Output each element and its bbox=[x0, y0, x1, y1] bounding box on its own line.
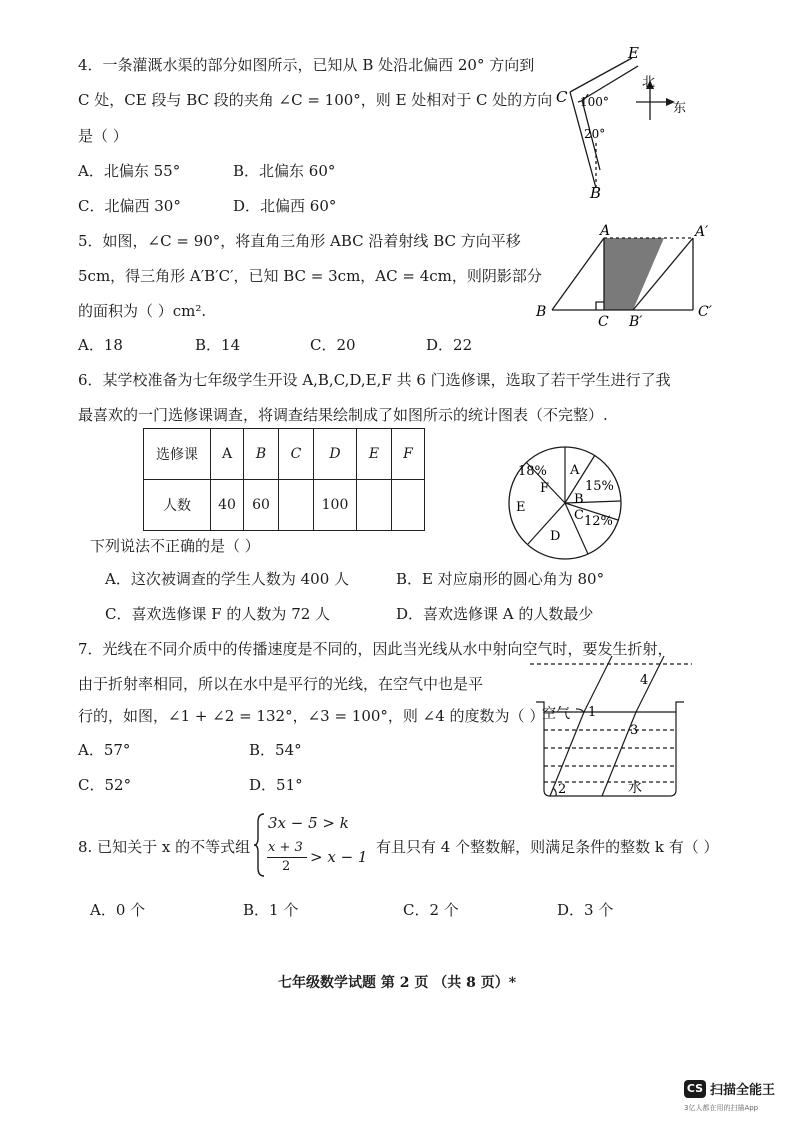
page-footer: 七年级数学试题 第 2 页 （共 8 页）* bbox=[277, 975, 517, 991]
camscanner-name: 扫描全能王 bbox=[710, 1083, 776, 1098]
q5-label-a-prime: A′ bbox=[695, 224, 709, 240]
q6-option-d: D．喜欢选修课 A 的人数最少 bbox=[396, 605, 594, 623]
q8-inequality-2-numerator: x + 3 bbox=[268, 840, 303, 855]
q5-label-b-prime: B′ bbox=[629, 314, 643, 330]
q5-label-c-prime: C′ bbox=[698, 304, 712, 320]
pie-f-percent: 18% bbox=[518, 464, 547, 479]
pie-e-label: E bbox=[516, 500, 526, 515]
q8-fraction-bar bbox=[267, 857, 307, 858]
q5-option-d: D．22 bbox=[426, 336, 473, 354]
q7-angle-3: 3 bbox=[630, 723, 639, 738]
q7-angle-4: 4 bbox=[640, 673, 649, 688]
q8-option-d: D．3 个 bbox=[557, 901, 614, 919]
pie-a-label: A bbox=[570, 463, 580, 478]
q6-line-1: 6．某学校准备为七年级学生开设 A,B,C,D,E,F 共 6 门选修课，选取了若干学生进行了我 bbox=[78, 371, 671, 389]
table-cell: 选修课 bbox=[144, 429, 211, 480]
q4-line-1: 4．一条灌溉水渠的部分如图所示，已知从 B 处沿北偏西 20° 方向到 bbox=[78, 56, 535, 74]
q5-label-c: C bbox=[598, 314, 609, 330]
q4-option-a: A．北偏东 55° bbox=[78, 162, 181, 180]
table-cell: E bbox=[357, 429, 392, 480]
q4-east-label: 东 bbox=[673, 101, 687, 116]
table-cell: 40 bbox=[211, 480, 244, 531]
q8-inequality-2-denominator: 2 bbox=[282, 859, 291, 874]
table-cell: 60 bbox=[244, 480, 279, 531]
pie-d-label: D bbox=[550, 529, 561, 544]
q4-line-3: 是（ ） bbox=[78, 127, 128, 145]
q4-label-c: C bbox=[556, 88, 568, 106]
q6-option-c: C．喜欢选修课 F 的人数为 72 人 bbox=[105, 605, 331, 623]
table-cell: 100 bbox=[314, 480, 357, 531]
q7-line-3: 行的，如图，∠1 + ∠2 = 132°，∠3 = 100°，则 ∠4 的度数为（ ） bbox=[78, 707, 545, 725]
q4-line-2: C 处，CE 段与 BC 段的夹角 ∠C = 100°，则 E 处相对于 C 处的方向 bbox=[78, 91, 553, 109]
q7-option-b: B．54° bbox=[249, 741, 302, 759]
pie-c-percent: 12% bbox=[584, 514, 613, 529]
table-cell bbox=[279, 480, 314, 531]
table-cell: 人数 bbox=[144, 480, 211, 531]
q8-suffix: 有且只有 4 个整数解，则满足条件的整数 k 有（ ） bbox=[376, 838, 719, 856]
q8-option-c: C．2 个 bbox=[403, 901, 459, 919]
q6-pie-chart bbox=[498, 436, 632, 570]
q8-prefix: 8. 已知关于 x 的不等式组 bbox=[78, 838, 251, 856]
table-row bbox=[144, 480, 425, 531]
q5-option-c: C．20 bbox=[310, 336, 356, 354]
q7-option-a: A．57° bbox=[78, 741, 131, 759]
q6-prompt: 下列说法不正确的是（ ） bbox=[90, 537, 260, 555]
table-cell: C bbox=[279, 429, 314, 480]
q7-angle-2: 2 bbox=[558, 782, 567, 797]
q5-line-1: 5．如图，∠C = 90°，将直角三角形 ABC 沿着射线 BC 方向平移 bbox=[78, 232, 521, 250]
q8-inequality-2-rest: > x − 1 bbox=[310, 848, 368, 866]
q5-option-b: B．14 bbox=[195, 336, 241, 354]
q8-inequality-brace bbox=[254, 812, 266, 878]
q7-line-2: 由于折射率相同，所以在水中是平行的光线，在空气中也是平 bbox=[78, 675, 484, 693]
q7-angle-1: 1 bbox=[588, 705, 597, 720]
q8-inequality-1: 3x − 5 > k bbox=[268, 814, 349, 832]
q6-option-a: A．这次被调查的学生人数为 400 人 bbox=[105, 570, 350, 588]
q4-option-d: D．北偏西 60° bbox=[233, 197, 337, 215]
q7-option-c: C．52° bbox=[78, 776, 132, 794]
q8-option-b: B．1 个 bbox=[243, 901, 299, 919]
pie-b-label: B bbox=[574, 492, 584, 507]
table-row bbox=[144, 429, 425, 480]
q5-line-2: 5cm，得三角形 A′B′C′，已知 BC = 3cm，AC = 4cm，则阴影部分 bbox=[78, 267, 542, 285]
table-cell bbox=[392, 480, 425, 531]
table-cell: F bbox=[392, 429, 425, 480]
q6-line-2: 最喜欢的一门选修课调查，将调查结果绘制成了如图所示的统计图表（不完整）. bbox=[78, 406, 608, 424]
pie-f-label: F bbox=[540, 481, 550, 496]
q5-label-b: B bbox=[536, 304, 547, 320]
q6-option-b: B．E 对应扇形的圆心角为 80° bbox=[396, 570, 605, 588]
q4-angle-100: 100° bbox=[580, 95, 609, 109]
q4-option-c: C．北偏西 30° bbox=[78, 197, 181, 215]
q4-label-e: E bbox=[628, 44, 639, 62]
table-cell bbox=[357, 480, 392, 531]
q5-label-a: A bbox=[600, 223, 611, 239]
camscanner-tagline: 3亿人都在用的扫描App bbox=[684, 1104, 759, 1112]
pie-b-percent: 15% bbox=[585, 479, 614, 494]
q5-line-3: 的面积为（ ）cm². bbox=[78, 302, 207, 320]
q4-angle-20: 20° bbox=[584, 127, 606, 141]
q4-north-label: 北 bbox=[642, 75, 656, 90]
q4-canal-figure bbox=[548, 40, 698, 200]
q8-option-a: A．0 个 bbox=[90, 901, 146, 919]
pie-c-label: C bbox=[574, 508, 584, 523]
q5-triangle-figure bbox=[530, 222, 730, 332]
camscanner-logo: CS bbox=[684, 1080, 706, 1098]
q7-line-1: 7．光线在不同介质中的传播速度是不同的，因此当光线从水中射向空气时，要发生折射， bbox=[78, 640, 673, 658]
table-cell: D bbox=[314, 429, 357, 480]
table-cell: A bbox=[211, 429, 244, 480]
table-cell: B bbox=[244, 429, 279, 480]
q5-option-a: A．18 bbox=[78, 336, 123, 354]
q7-refraction-figure bbox=[520, 652, 700, 802]
q7-water-label: 水 bbox=[628, 780, 642, 796]
q7-option-d: D．51° bbox=[249, 776, 303, 794]
q4-label-b: B bbox=[590, 184, 602, 200]
q4-option-b: B．北偏东 60° bbox=[233, 162, 336, 180]
q7-air-label: 空气 bbox=[542, 706, 570, 722]
q6-survey-table bbox=[143, 428, 425, 531]
